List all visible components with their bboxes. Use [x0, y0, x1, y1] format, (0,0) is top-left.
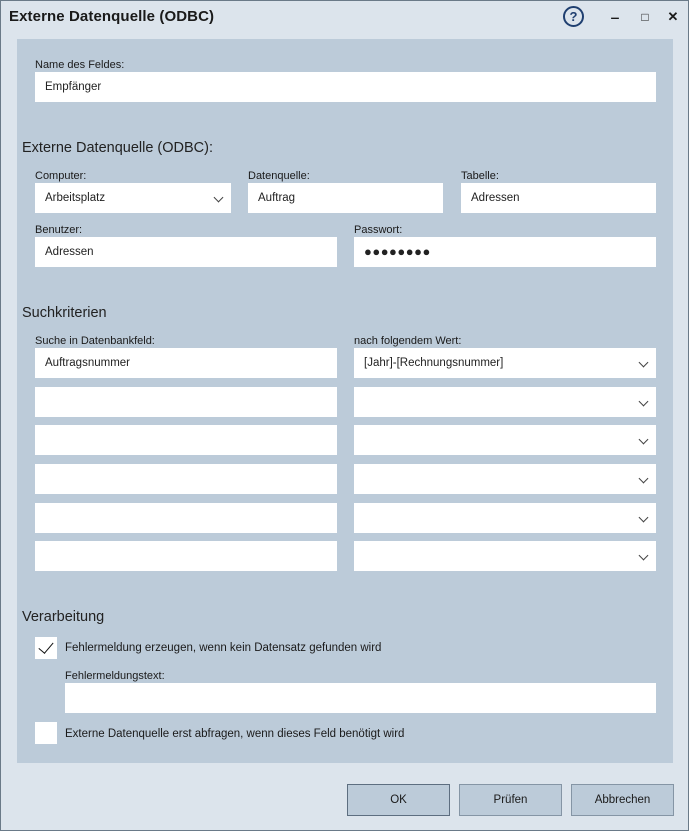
chevron-down-icon [639, 397, 649, 407]
computer-value: Arbeitsplatz [45, 192, 106, 204]
search-section-heading: Suchkriterien [22, 305, 107, 321]
close-icon[interactable]: ✕ [667, 9, 679, 24]
chevron-down-icon [639, 551, 649, 561]
odbc-section-heading: Externe Datenquelle (ODBC): [22, 140, 213, 156]
error-text-label: Fehlermeldungstext: [65, 670, 165, 682]
chevron-down-icon [639, 435, 649, 445]
search-field-input-6[interactable] [35, 541, 337, 571]
datasource-input[interactable]: Auftrag [248, 183, 443, 213]
title-bar [1, 1, 688, 35]
computer-label: Computer: [35, 170, 87, 182]
search-value-1: [Jahr]-[Rechnungsnummer] [364, 357, 504, 369]
password-label: Passwort: [354, 224, 403, 236]
error-text-input[interactable] [65, 683, 656, 713]
field-name-label: Name des Feldes: [35, 59, 125, 71]
search-field-input-3[interactable] [35, 425, 337, 455]
search-value-select-1[interactable] [354, 348, 656, 378]
chevron-down-icon [214, 193, 224, 203]
password-input[interactable]: ●●●●●●●● [354, 237, 656, 267]
window-title: Externe Datenquelle (ODBC) [9, 8, 215, 25]
chevron-down-icon [639, 358, 649, 368]
search-value-select-4[interactable] [354, 464, 656, 494]
chevron-down-icon [639, 474, 649, 484]
search-value-column-label: nach folgendem Wert: [354, 335, 462, 347]
search-value-select-6[interactable] [354, 541, 656, 571]
search-field-input-2[interactable] [35, 387, 337, 417]
checkmark-icon [38, 638, 53, 654]
search-value-select-3[interactable] [354, 425, 656, 455]
user-input[interactable]: Adressen [35, 237, 337, 267]
search-field-column-label: Suche in Datenbankfeld: [35, 335, 155, 347]
search-field-input-5[interactable] [35, 503, 337, 533]
ok-button[interactable]: OK [347, 784, 450, 816]
cancel-button[interactable]: Abbrechen [571, 784, 674, 816]
search-field-input-1[interactable]: Auftragsnummer [35, 348, 337, 378]
minimize-icon[interactable]: ‒ [611, 9, 619, 25]
maximize-icon[interactable]: □ [641, 10, 649, 24]
search-value-select-2[interactable] [354, 387, 656, 417]
user-label: Benutzer: [35, 224, 83, 236]
table-label: Tabelle: [461, 170, 499, 182]
table-input[interactable]: Adressen [461, 183, 656, 213]
error-message-checkbox[interactable] [35, 637, 57, 659]
search-field-input-4[interactable] [35, 464, 337, 494]
lazy-query-checkbox[interactable] [35, 722, 57, 744]
processing-section-heading: Verarbeitung [22, 609, 105, 625]
lazy-query-checkbox-label[interactable]: Externe Datenquelle erst abfragen, wenn dieses Feld benötigt wird [65, 728, 405, 740]
help-icon[interactable]: ? [563, 6, 584, 27]
search-value-select-5[interactable] [354, 503, 656, 533]
datasource-label: Datenquelle: [248, 170, 310, 182]
chevron-down-icon [639, 513, 649, 523]
field-name-input[interactable]: Empfänger [35, 72, 656, 102]
computer-select[interactable] [35, 183, 231, 213]
error-message-checkbox-label[interactable]: Fehlermeldung erzeugen, wenn kein Datensatz gefunden wird [65, 642, 382, 654]
test-button[interactable]: Prüfen [459, 784, 562, 816]
